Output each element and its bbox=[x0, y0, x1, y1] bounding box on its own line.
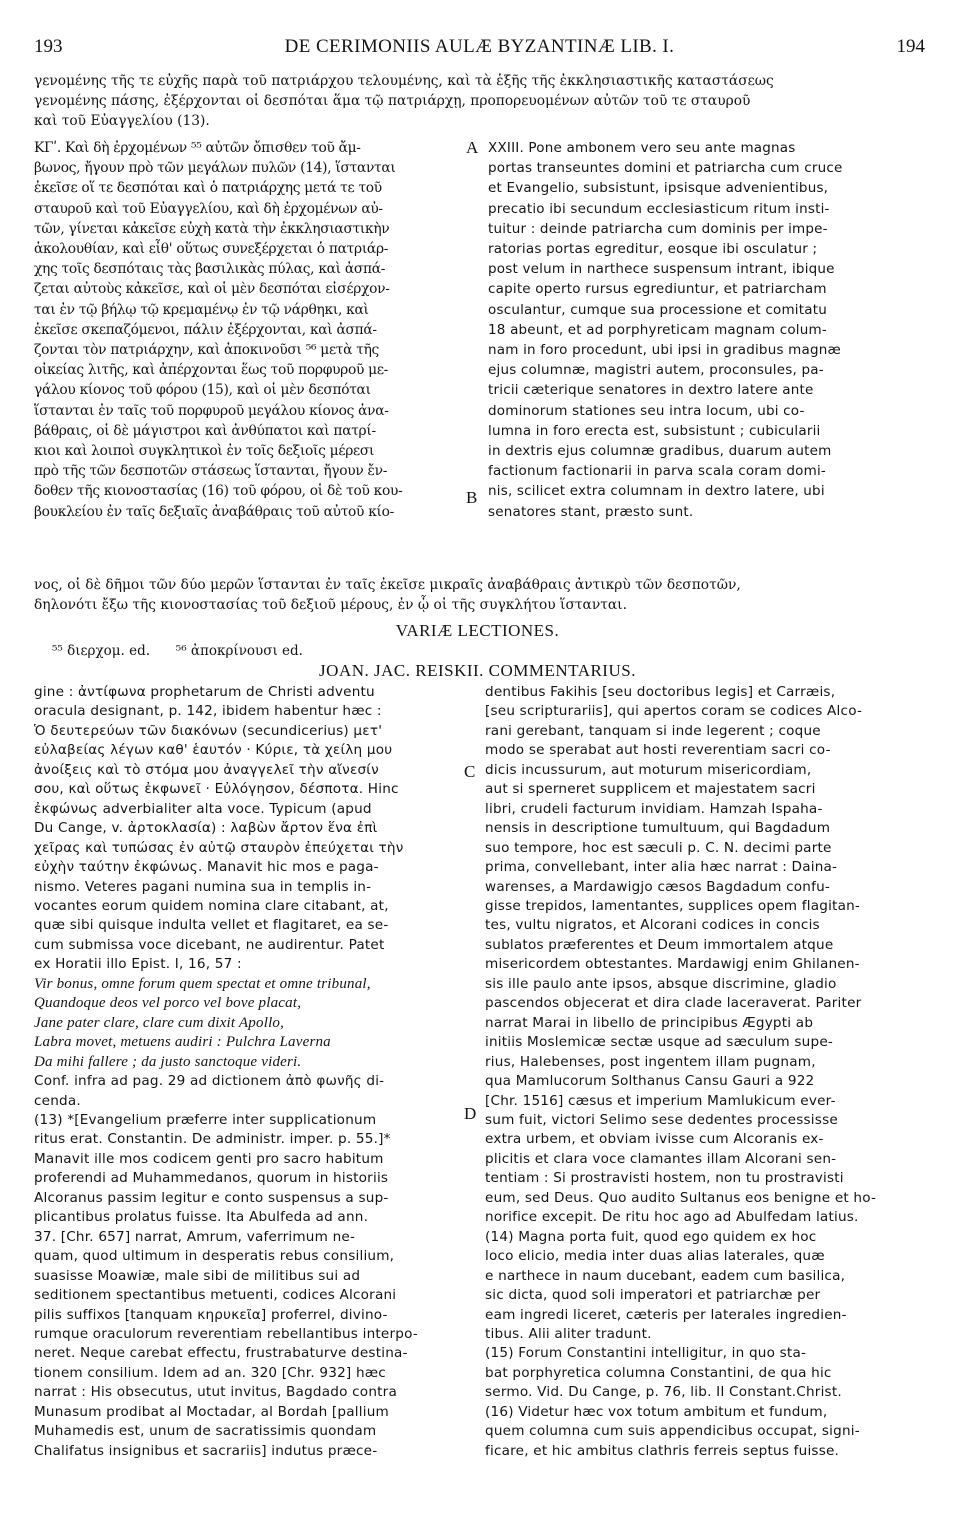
text-line: ΚΓʹ. Καὶ δὴ ἐρχομένων ⁵⁵ αὐτῶν ὄπισθεν τοῦ ἄμ- bbox=[34, 140, 361, 156]
text-line: 18 abeunt, et ad porphyreticam magnam colum- bbox=[488, 321, 827, 338]
greek-column bbox=[34, 138, 454, 522]
verse-line: Vir bonus, omne forum quem spectat et omne tribunal, bbox=[34, 975, 371, 992]
margin-letter-d: D bbox=[464, 1104, 477, 1123]
text-line: rius, Halebenses, post ingentem illam pugnam, bbox=[485, 1053, 816, 1070]
text-line: εὐλαβείας λέγων καθ' ἑαυτόν · Κύριε, τὰ χείλη μου bbox=[34, 742, 393, 759]
text-line: neret. Neque carebat effectu, frustrabaturve destina- bbox=[34, 1345, 408, 1362]
text-line: tentiam : Si prostravisti hostem, non tu prostravisti bbox=[485, 1170, 844, 1187]
text-line: Du Cange, v. ἀρτοκλασία) : λαβὼν ἄρτον ἕνα ἐπὶ bbox=[34, 820, 378, 837]
text-line: Alcoranus passim legitur e conto suspensus a sup- bbox=[34, 1189, 389, 1206]
text-line: dicis incussurum, aut moturum misericordiam, bbox=[485, 761, 812, 778]
text-line: sum fuit, victori Selimo sese dedentes processisse bbox=[485, 1111, 838, 1128]
text-line: βάθραις, οἱ δὲ μάγιστροι καὶ ἀνθύπατοι καὶ πατρί- bbox=[34, 422, 376, 439]
text-line: osculantur, cumque sua processione et comitatu bbox=[488, 301, 827, 318]
text-line: portas transeuntes domini et patriarcha cum cruce bbox=[488, 160, 843, 177]
text-line: quam, quod ultimum in desperatis rebus consilium, bbox=[34, 1248, 395, 1265]
text-line: χεῖρας καὶ τυπώσας ἐν αὐτῷ σταυρὸν ἐπεύχεται τὴν bbox=[34, 839, 404, 856]
text-line: bat porphyretica columna Constantini, de qua hic bbox=[485, 1364, 832, 1381]
text-line: quem columna cum suis appendicibus occupat, signi- bbox=[485, 1423, 860, 1440]
text-line: ritus erat. Constantin. De administr. imper. p. 55.]* bbox=[34, 1131, 391, 1148]
text-line: plicitis et clara voce clamantes illam Alcorani sen- bbox=[485, 1150, 837, 1167]
text-line: νος, οἱ δὲ δῆμοι τῶν δύο μερῶν ἵστανται ἐν ταῖς ἐκεῖσε μικραῖς ἀναβάθραις ἀντικρὺ τῶν δεσποτῶν, bbox=[34, 577, 741, 593]
text-line: cum submissa voce dicebant, ne audirentur. Patet bbox=[34, 936, 385, 953]
text-line: tibus. Alii aliter tradunt. bbox=[485, 1325, 652, 1342]
text-line: eum, sed Deus. Quo audito Sultanus eos benigne et ho- bbox=[485, 1189, 877, 1206]
text-line: πρὸ τῆς τῶν δεσποτῶν στάσεως ἵστανται, ἤγουν ἔν- bbox=[34, 463, 388, 480]
text-line: (14) Magna porta fuit, quod ego quidem ex hoc bbox=[485, 1228, 817, 1245]
text-line: nensis in descriptione tumultuum, qui Bagdadum bbox=[485, 820, 831, 837]
text-line: ται ἐν τῷ βήλῳ τῷ κρεμαμένῳ ἐν τῷ νάρθηκι, καὶ bbox=[34, 301, 369, 318]
text-line: nismo. Veteres pagani numina sua in templis in- bbox=[34, 878, 372, 895]
text-line: precatio ibi secundum ecclesiasticum ritum insti- bbox=[488, 200, 830, 217]
text-line: (16) Videtur hæc vox totum ambitum et fundum, bbox=[485, 1403, 828, 1420]
running-title: DE CERIMONIIS AULÆ BYZANTINÆ LIB. I. bbox=[284, 36, 675, 57]
text-line: quæ sibi quisque indulta vellet et flagitaret, ea se- bbox=[34, 917, 389, 934]
variae-lectiones-heading: VARIÆ LECTIONES. bbox=[395, 621, 560, 640]
text-line: pascendos objecerat et dira clade laceraverat. Pariter bbox=[485, 995, 862, 1012]
text-line: misericordem obtestantes. Mardawigj enim Ghilanen- bbox=[485, 956, 860, 973]
text-line: σταυροῦ καὶ τοῦ Εὐαγγελίου, καὶ δὴ ἐρχομένων αὐ- bbox=[34, 200, 383, 217]
greek-text-bottom bbox=[34, 575, 924, 615]
commentary-heading: JOAN. JAC. REISKII. COMMENTARIUS. bbox=[319, 661, 636, 680]
text-line: gisse trepidos, lamentantes, supplices opem flagitan- bbox=[485, 897, 861, 914]
latin-column bbox=[488, 138, 924, 522]
text-line: δηλονότι ἔξω τῆς κιονοστασίας τοῦ δεξιοῦ μέρους, ἐν ᾧ οἱ τῆς συγκλήτου ἵστανται. bbox=[34, 597, 627, 614]
verse-line: Labra movet, metuens audiri : Pulchra Laverna bbox=[34, 1034, 331, 1051]
text-line: ratorias portas egreditur, eosque ibi osculatur ; bbox=[488, 241, 818, 258]
text-line: Manavit ille mos codicem genti pro sacro habitum bbox=[34, 1150, 384, 1167]
text-line: ἀκολουθίαν, καὶ εἶθ' οὕτως συνεξέρχεται ὁ πατριάρ- bbox=[34, 241, 389, 258]
running-header bbox=[34, 36, 925, 60]
text-line: e narthece in naum ducebant, eadem cum basilica, bbox=[485, 1267, 846, 1284]
text-line: vocantes eorum quidem nomina clare citabant, at, bbox=[34, 897, 389, 914]
text-line: ἐκεῖσε σκεπαζόμενοι, πάλιν ἐξέρχονται, καὶ ἀσπά- bbox=[34, 321, 377, 338]
text-line: χης τοῖς δεσπόταις τὰς βασιλικὰς πύλας, καὶ ἀσπά- bbox=[34, 261, 386, 278]
text-line: Ὁ δευτερεύων τῶν διακόνων (secundicerius) μετ' bbox=[34, 722, 383, 739]
text-line: sis ille paulo ante ipsos, absque discrimine, gladio bbox=[485, 975, 837, 992]
text-line: σου, καὶ οὕτως ἐκφωνεῖ · Εὐλόγησον, δέσποτα. Hinc bbox=[34, 781, 399, 798]
text-line: rani gerebant, tanquam si inde legerent ; coque bbox=[485, 722, 821, 739]
text-line: senatores stant, præsto sunt. bbox=[488, 503, 694, 520]
page-number-left: 193 bbox=[34, 36, 63, 57]
verse-line: Quandoque deos vel porco vel bove placat, bbox=[34, 995, 302, 1012]
text-line: Munasum prodibat al Moctadar, al Bordah [pallium bbox=[34, 1403, 389, 1420]
text-line: dominorum stationes seu intra locum, ubi co- bbox=[488, 402, 805, 419]
text-line: norifice excepit. De ritu hoc ago ad Abulfedam latius. bbox=[485, 1209, 859, 1226]
verse-line: Jane pater clare, clare cum dixit Apollo, bbox=[34, 1014, 285, 1031]
text-line: factionum factionarii in parva scala coram domi- bbox=[488, 463, 826, 480]
text-line: ἵστανται ἐν ταῖς τοῦ πορφυροῦ μεγάλου κίονος ἀνα- bbox=[34, 402, 389, 419]
text-line: narrat : His obsecutus, utut invitus, Bagdado contra bbox=[34, 1384, 397, 1401]
text-line: lumna in foro erecta est, subsistunt ; cubicularii bbox=[488, 422, 821, 439]
text-line: ζονται τὸν πατριάρχην, καὶ ἀποκινοῦσι ⁵⁶ μετὰ τῆς bbox=[34, 342, 379, 359]
text-line: rumque oraculorum reverentiam rebellantibus interpo- bbox=[34, 1325, 418, 1342]
text-line: γενομένης τῆς τε εὐχῆς παρὰ τοῦ πατριάρχου τελουμένης, καὶ τὰ ἑξῆς τῆς ἐκκλησιαστικῆς καταστάσεως bbox=[34, 73, 774, 89]
text-line: (15) Forum Constantini intelligitur, in quo sta- bbox=[485, 1345, 807, 1362]
text-line: ex Horatii illo Epist. I, 16, 57 : bbox=[34, 956, 242, 973]
text-line: [Chr. 1516] cæsus et imperium Mamlukicum ever- bbox=[485, 1092, 836, 1109]
text-line: nis, scilicet extra columnam in dextro latere, ubi bbox=[488, 483, 825, 500]
text-line: XXIII. Pone ambonem vero seu ante magnas bbox=[488, 140, 796, 156]
text-line: dentibus Fakihis [seu doctoribus legis] et Carræis, bbox=[485, 684, 836, 700]
text-line: ἐκεῖσε οἵ τε δεσπόται καὶ ὁ πατριάρχης μετά τε τοῦ bbox=[34, 180, 382, 197]
page-number-right: 194 bbox=[896, 36, 925, 57]
text-line: tionem consilium. Idem ad an. 320 [Chr. 932] hæc bbox=[34, 1364, 386, 1381]
text-line: suo tempore, hoc est sæculi p. C. N. decimi parte bbox=[485, 839, 832, 856]
text-line: post velum in narthece suspensum intrant, ibique bbox=[488, 261, 835, 278]
text-line: ζεται αὐτοὺς κἀκεῖσε, καὶ οἱ μὲν δεσπόται εἰσέρχον- bbox=[34, 281, 390, 298]
text-line: nam in foro procedunt, ubi ipsi in gradibus magnæ bbox=[488, 342, 841, 359]
text-line: tuitur : deinde patriarcha cum dominis per impe- bbox=[488, 220, 828, 237]
text-line: aut si sperneret supplicem et majestatem sacri bbox=[485, 781, 816, 798]
text-line: γενομένης πάσης, ἐξέρχονται οἱ δεσπόται ἅμα τῷ πατριάρχῃ, προπορευομένων αὐτῶν τοῦ τε σταυροῦ bbox=[34, 93, 751, 110]
text-line: capite operto rursus egrediuntur, et patriarcham bbox=[488, 281, 827, 298]
commentary-left-column bbox=[34, 683, 454, 1461]
text-line: γάλου κίονος τοῦ φόρου (15), καὶ οἱ μὲν δεσπόται bbox=[34, 382, 371, 399]
text-line: οἰκείας λιτῆς, καὶ ἀπέρχονται ἕως τοῦ πορφυροῦ με- bbox=[34, 362, 389, 379]
text-line: τῶν, γίνεται κἀκεῖσε εὐχὴ κατὰ τὴν ἐκκλησιαστικὴν bbox=[34, 220, 390, 237]
text-line: pilis suffixos [tanquam κηρυκεῖα] proferrel, divino- bbox=[34, 1306, 388, 1323]
text-line: plicantibus prolatus fuisse. Ita Abulfeda ad ann. bbox=[34, 1209, 369, 1226]
text-line: libri, crudeli facturum invidiam. Hamzah Ispaha- bbox=[485, 800, 823, 817]
text-line: εὐχὴν ταύτην ἐκφώνως. Manavit hic mos e paga- bbox=[34, 859, 379, 876]
text-line: Conf. infra ad pag. 29 ad dictionem ἀπὸ φωνῆς di- bbox=[34, 1073, 385, 1090]
greek-text-top bbox=[34, 71, 924, 132]
text-line: oracula designant, p. 142, ibidem habentur hæc : bbox=[34, 703, 382, 720]
text-line: prima, convellebant, inter alia hæc narrat : Daina- bbox=[485, 859, 838, 876]
text-line: 37. [Chr. 657] narrat, Amrum, vaferrimum ne- bbox=[34, 1228, 356, 1245]
text-line: cenda. bbox=[34, 1092, 81, 1109]
text-line: [seu scripturariis], qui apertos coram se codices Alco- bbox=[485, 703, 863, 720]
text-line: καὶ τοῦ Εὐαγγελίου (13). bbox=[34, 113, 210, 130]
text-line: ἐκφώνως adverbialiter alta voce. Typicum (apud bbox=[34, 800, 372, 817]
text-line: (13) *[Evangelium præferre inter supplicationum bbox=[34, 1111, 377, 1128]
text-line: narrat Marai in libello de principibus Ægypti ab bbox=[485, 1014, 814, 1031]
text-line: tricii cæterique senatores in dextro latere ante bbox=[488, 382, 814, 399]
text-line: sic dicta, quod soli imperatori et patriarchæ per bbox=[485, 1287, 821, 1304]
commentary-right-column bbox=[485, 683, 925, 1461]
text-line: seditionem spectantibus metuenti, codices Alcorani bbox=[34, 1287, 397, 1304]
text-line: suasisse Moawiæ, male sibi de militibus sui ad bbox=[34, 1267, 361, 1284]
text-line: initiis Moslemicæ sectæ usque ad sæculum supe- bbox=[485, 1034, 833, 1051]
text-line: ficare, et hic ambitus clathris ferreis septus fuisse. bbox=[485, 1442, 840, 1459]
text-line: qua Mamlucorum Solthanus Cansu Gauri a 922 bbox=[485, 1073, 815, 1090]
text-line: loco elicio, media inter duas alias laterales, quæ bbox=[485, 1248, 825, 1265]
margin-letter-b: B bbox=[466, 488, 478, 507]
verse-line: Da mihi fallere ; da justo sanctoque videri. bbox=[34, 1053, 302, 1070]
text-line: δοθεν τῆς κιονοστασίας (16) τοῦ φόρου, οἱ δὲ τοῦ κου- bbox=[34, 483, 403, 500]
text-line: modo se sperabat aut hosti reverentiam sacri co- bbox=[485, 742, 831, 759]
text-line: et Evangelio, subsistunt, ipsisque advenientibus, bbox=[488, 180, 829, 197]
margin-letter-a: A bbox=[466, 138, 479, 157]
text-line: Muhamedis est, unum de sacratissimis quondam bbox=[34, 1423, 377, 1440]
text-line: proferendi ad Muhammedanos, quorum in historiis bbox=[34, 1170, 389, 1187]
text-line: eam ingredi liceret, cæteris per laterales ingredien- bbox=[485, 1306, 847, 1323]
text-line: βουκλείου ἐν ταῖς δεξιαῖς ἀναβάθραις τοῦ αὐτοῦ κίο- bbox=[34, 503, 395, 520]
text-line: extra urbem, et obviam ivisse cum Alcoranis ex- bbox=[485, 1131, 824, 1148]
text-line: ejus columnæ, magistri autem, proconsules, pa- bbox=[488, 362, 824, 379]
text-line: sermo. Vid. Du Cange, p. 76, lib. II Constant.Christ. bbox=[485, 1384, 842, 1401]
text-line: sublatos præferentes et Deum immortalem atque bbox=[485, 936, 834, 953]
text-line: in dextris ejus columnæ gradibus, duarum autem bbox=[488, 443, 832, 460]
text-line: βωνος, ἤγουν πρὸ τῶν μεγάλων πυλῶν (14), ἵστανται bbox=[34, 160, 396, 177]
margin-letter-c: C bbox=[464, 762, 476, 781]
text-line: Chalifatus insignibus et sacrariis] indutus præce- bbox=[34, 1442, 378, 1459]
variae-lectiones-line: ⁵⁵ διερχομ. ed. ⁵⁶ ἀποκρίνουσι ed. bbox=[52, 643, 303, 659]
text-line: gine : ἀντίφωνα prophetarum de Christi adventu bbox=[34, 684, 375, 700]
text-line: warenses, a Mardawigjo cæsos Bagdadum confu- bbox=[485, 878, 831, 895]
text-line: κιοι καὶ λοιποὶ συγκλητικοὶ ἐν τοῖς δεξιοῖς μέρεσι bbox=[34, 443, 375, 460]
text-line: ἀνοίξεις καὶ τὸ στόμα μου ἀναγγελεῖ τὴν αἴνεσίν bbox=[34, 761, 379, 778]
text-line: tes, vultu nigratos, et Alcorani codices in concis bbox=[485, 917, 820, 934]
